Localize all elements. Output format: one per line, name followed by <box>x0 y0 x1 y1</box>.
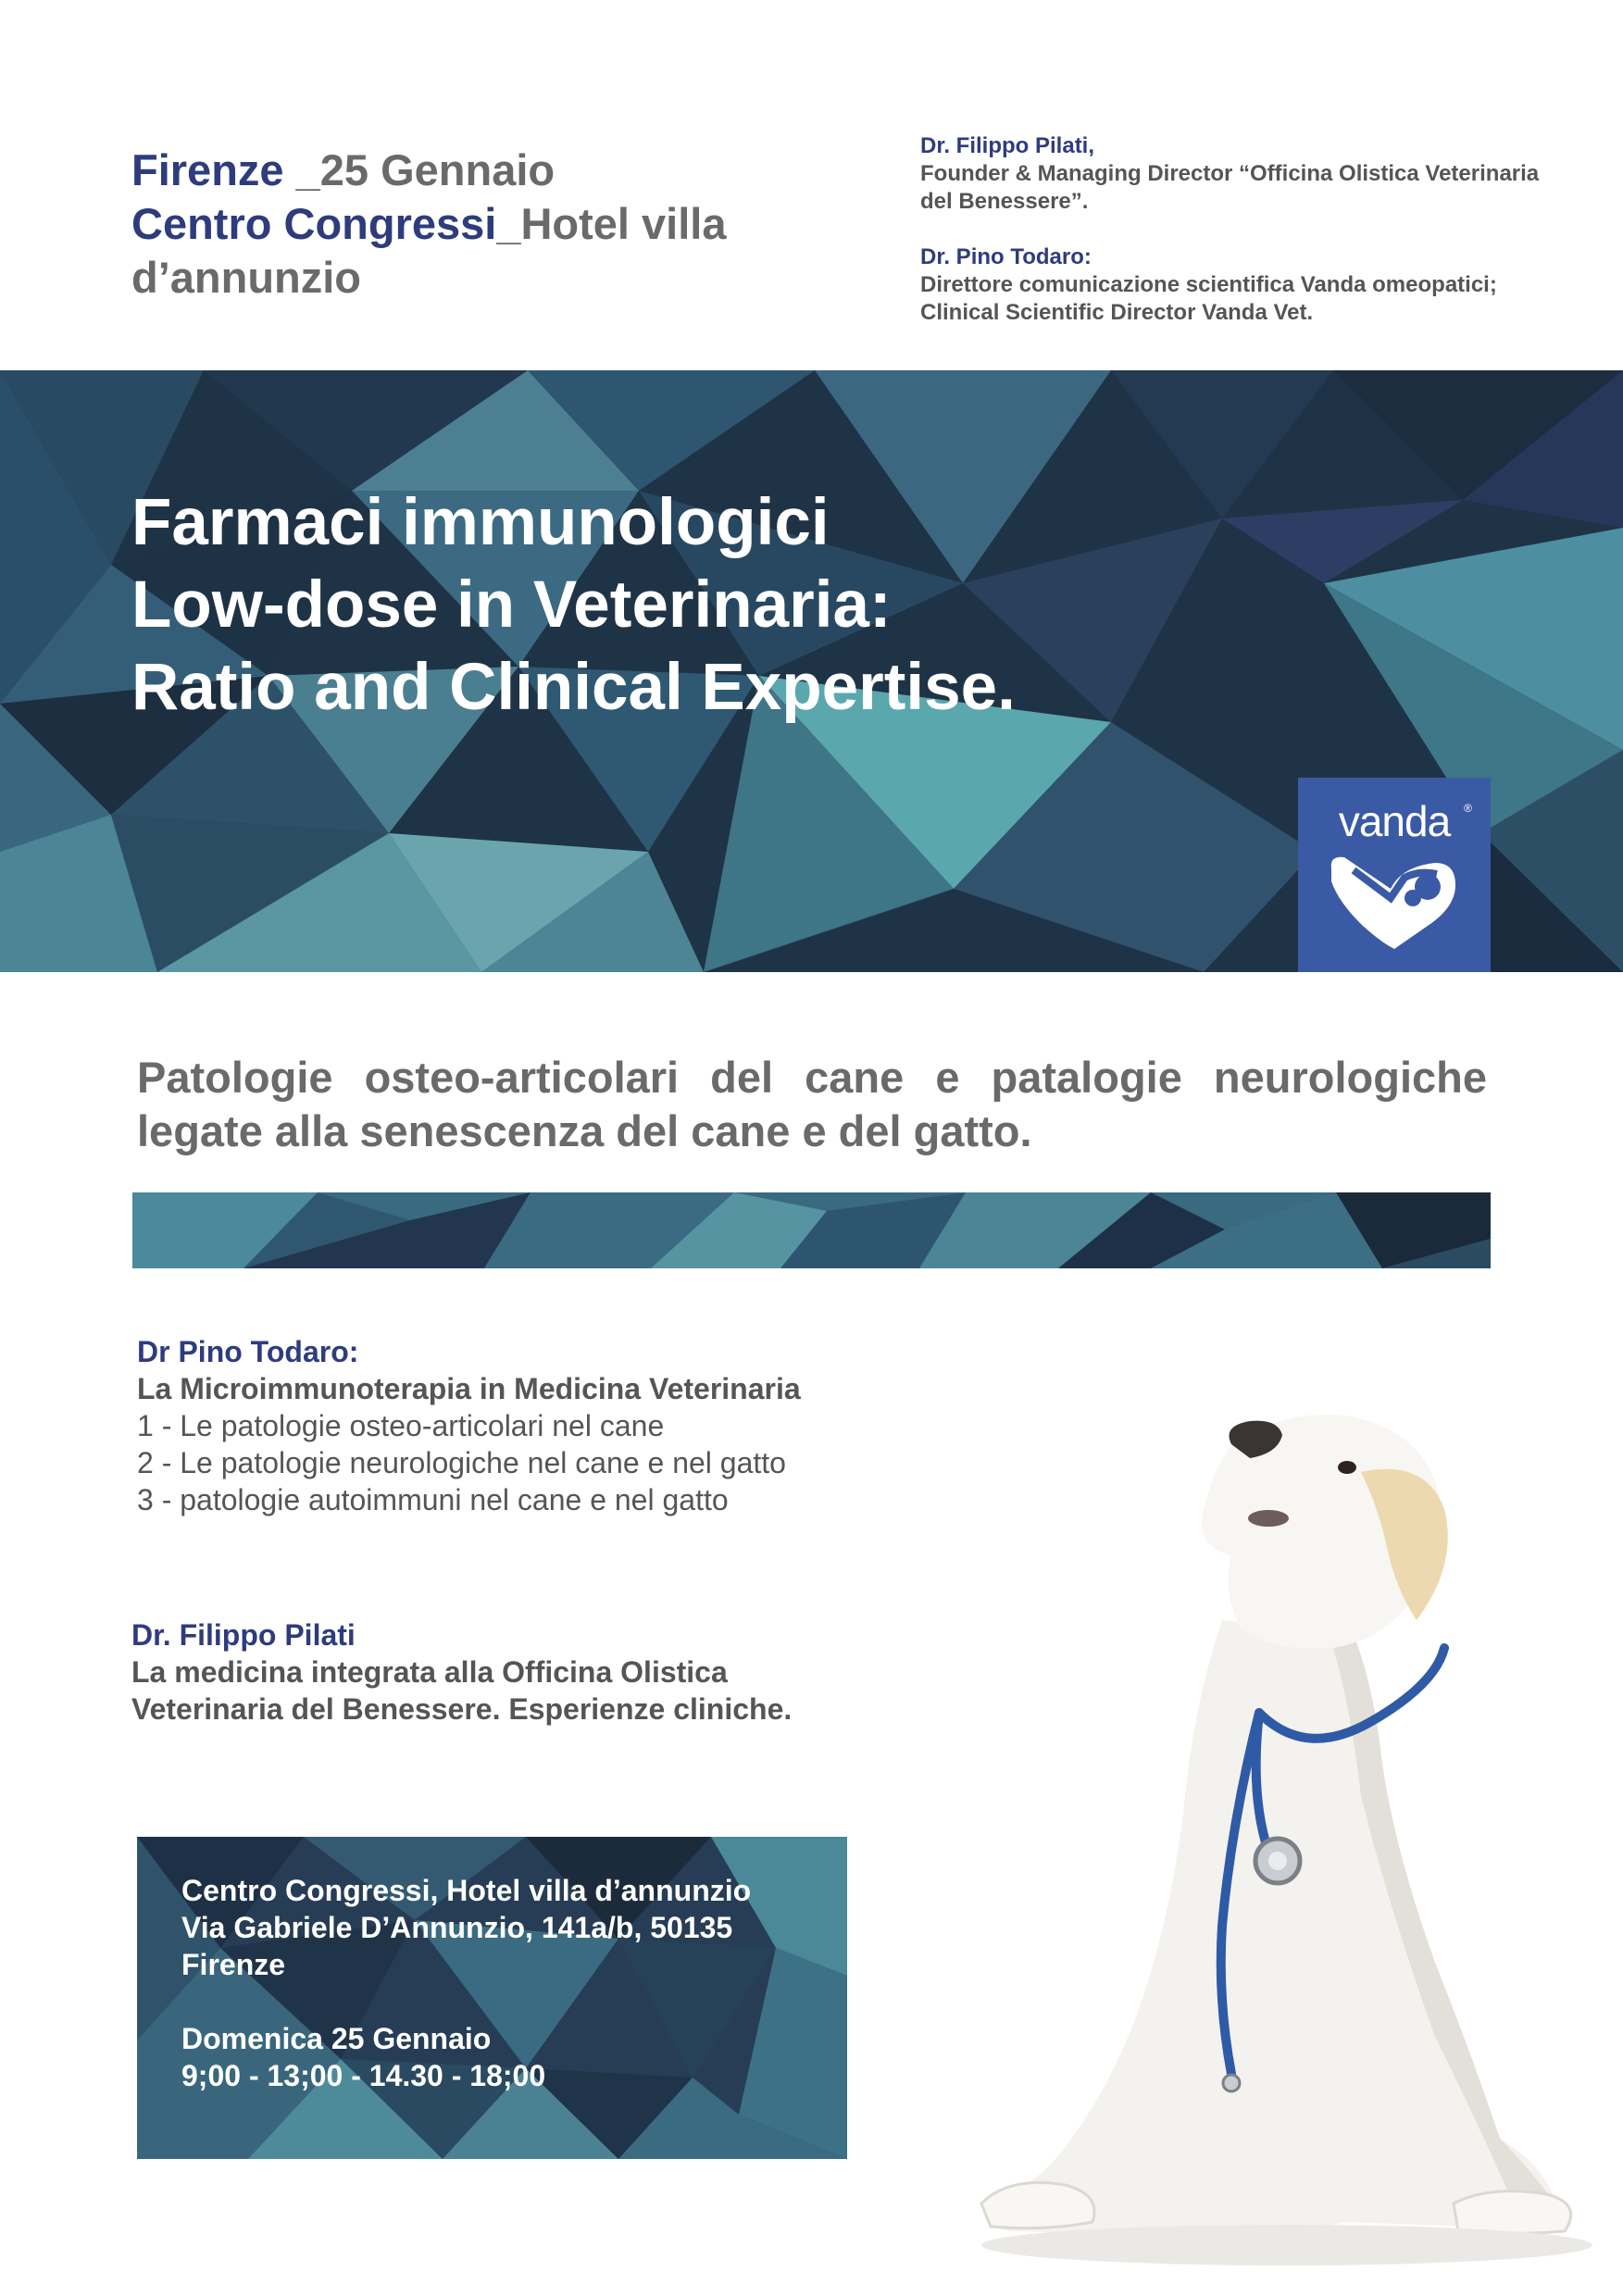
speaker-role: Direttore comunicazione scientifica Vanda omeopatici; Clinical Scientific Director Vanda Vet. <box>920 272 1497 325</box>
session-topic-line: Veterinaria del Benessere. Esperienze cliniche. <box>131 1692 793 1726</box>
session-item: 1 - Le patologie osteo-articolari nel cane <box>137 1409 665 1442</box>
vanda-logo-text: vanda <box>1338 797 1451 845</box>
vanda-logo <box>1298 778 1491 972</box>
event-venue-hotel: _Hotel villa <box>496 199 727 248</box>
venue-line: Firenze <box>181 1948 286 1981</box>
event-venue-hotel-cont: d’annunzio <box>131 253 362 302</box>
event-day: Domenica 25 Gennaio <box>181 2022 492 2055</box>
event-title-line: Ratio and Clinical Expertise. <box>131 651 1016 724</box>
session-item: 2 - Le patologie neurologiche nel cane e nel gatto <box>137 1446 786 1479</box>
session-speaker: Dr Pino Todaro: <box>137 1335 359 1368</box>
registered-mark: ® <box>1464 802 1472 815</box>
event-title-line: Farmaci immunologici <box>131 486 830 559</box>
speakers-header <box>920 132 1568 327</box>
venue-details <box>181 1872 830 2094</box>
event-date: _25 Gennaio <box>283 145 556 194</box>
program-session-1 <box>137 1333 970 1518</box>
dog-with-stethoscope-image <box>954 1407 1620 2296</box>
venue-line: Via Gabriele D’Annunzio, 141a/b, 50135 <box>181 1911 733 1944</box>
decorative-strip <box>132 1192 1491 1268</box>
session-topic-line: La medicina integrata alla Officina Olistica <box>131 1655 728 1689</box>
session-item: 3 - patologie autoimmuni nel cane e nel gatto <box>137 1483 729 1516</box>
event-hours: 9;00 - 13;00 - 14.30 - 18;00 <box>181 2059 546 2092</box>
event-title <box>131 481 1150 729</box>
speaker-name: Dr. Pino Todaro: <box>920 244 1092 269</box>
speaker-role: Founder & Managing Director “Officina Olistica Veterinaria del Benessere”. <box>920 161 1540 214</box>
speaker-name: Dr. Filippo Pilati, <box>920 133 1095 158</box>
session-topic: La Microimmunoterapia in Medicina Veterinaria <box>137 1372 801 1405</box>
program-session-2 <box>131 1616 965 1728</box>
event-venue-name: Centro Congressi <box>131 199 497 248</box>
event-subtitle: Patologie osteo-articolari del cane e patalogie neurologiche legate alla senescenza del cane e del gatto. <box>137 1053 1487 1155</box>
vanda-heart-icon <box>1298 778 1491 972</box>
venue-line: Centro Congressi, Hotel villa d’annunzio <box>181 1874 752 1907</box>
venue-info-box <box>137 1837 847 2159</box>
event-date-location <box>131 144 854 305</box>
event-title-line: Low-dose in Veterinaria: <box>131 568 892 642</box>
event-city: Firenze <box>131 145 284 194</box>
polygon-strip-background <box>132 1192 1491 1268</box>
session-speaker: Dr. Filippo Pilati <box>131 1618 356 1652</box>
